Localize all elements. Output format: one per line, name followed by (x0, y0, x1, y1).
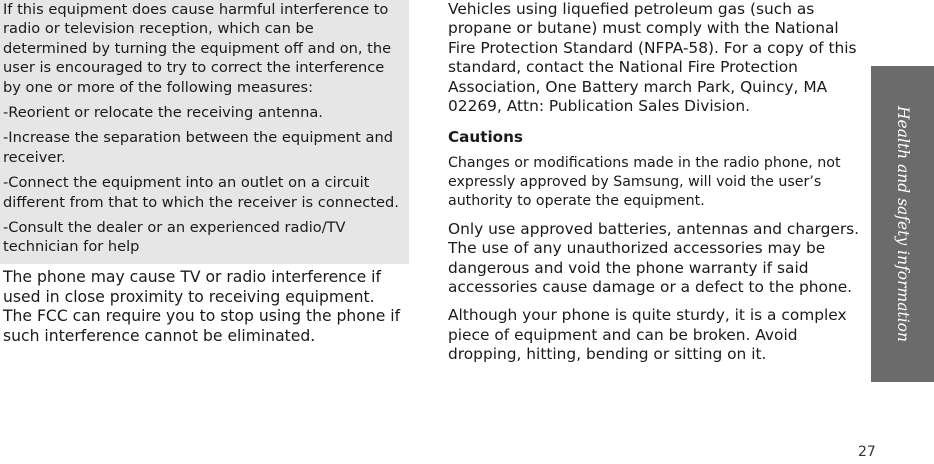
cautions-batteries-paragraph: Only use approved batteries, antennas and chargers. The use of any unauthorized accessories may be dangerous and void the phone warranty if said accessories cause damage or a defect to the phone. (448, 219, 860, 297)
fcc-measure-separation: -Increase the separation between the equipment and receiver. (3, 129, 393, 166)
right-column (448, 0, 860, 365)
cautions-heading: Cautions (448, 128, 523, 147)
cautions-sturdy-paragraph: Although your phone is quite sturdy, it is a complex piece of equipment and can be broken. Avoid dropping, hitting, bending or sitting on it. (448, 306, 847, 364)
cautions-modifications-paragraph: Changes or modifications made in the radio phone, not expressly approved by Samsung, will void the user’s authority to operate the equipment. (448, 154, 841, 209)
fcc-interference-box (0, 0, 409, 264)
tv-interference-paragraph: The phone may cause TV or radio interference if used in close proximity to receiving equipment. The FCC can require you to stop using the phone if such interference cannot be eliminated. (3, 268, 401, 345)
section-side-tab (871, 66, 934, 382)
section-side-tab-label: Health and safety information (893, 106, 912, 342)
lpg-vehicles-paragraph: Vehicles using liquefied petroleum gas (such as propane or butane) must comply with the National Fire Protection Standard (NFPA-58). For a copy of this standard, contact the National Fire Protection Association, One Battery march Park, Quincy, MA 02269, Attn: Publication Sales Division. (448, 0, 857, 116)
fcc-measure-consult: -Consult the dealer or an experienced radio/TV technician for help (3, 219, 346, 256)
page-number: 27 (858, 444, 876, 460)
fcc-intro-paragraph: If this equipment does cause harmful interference to radio or television reception, which can be determined by turning the equipment off and on, the user is encouraged to try to correct the interference by one or more of the following measures: (3, 1, 392, 96)
fcc-measure-outlet: -Connect the equipment into an outlet on a circuit different from that to which the receiver is connected. (3, 174, 399, 211)
fcc-measure-reorient: -Reorient or relocate the receiving antenna. (3, 104, 323, 122)
